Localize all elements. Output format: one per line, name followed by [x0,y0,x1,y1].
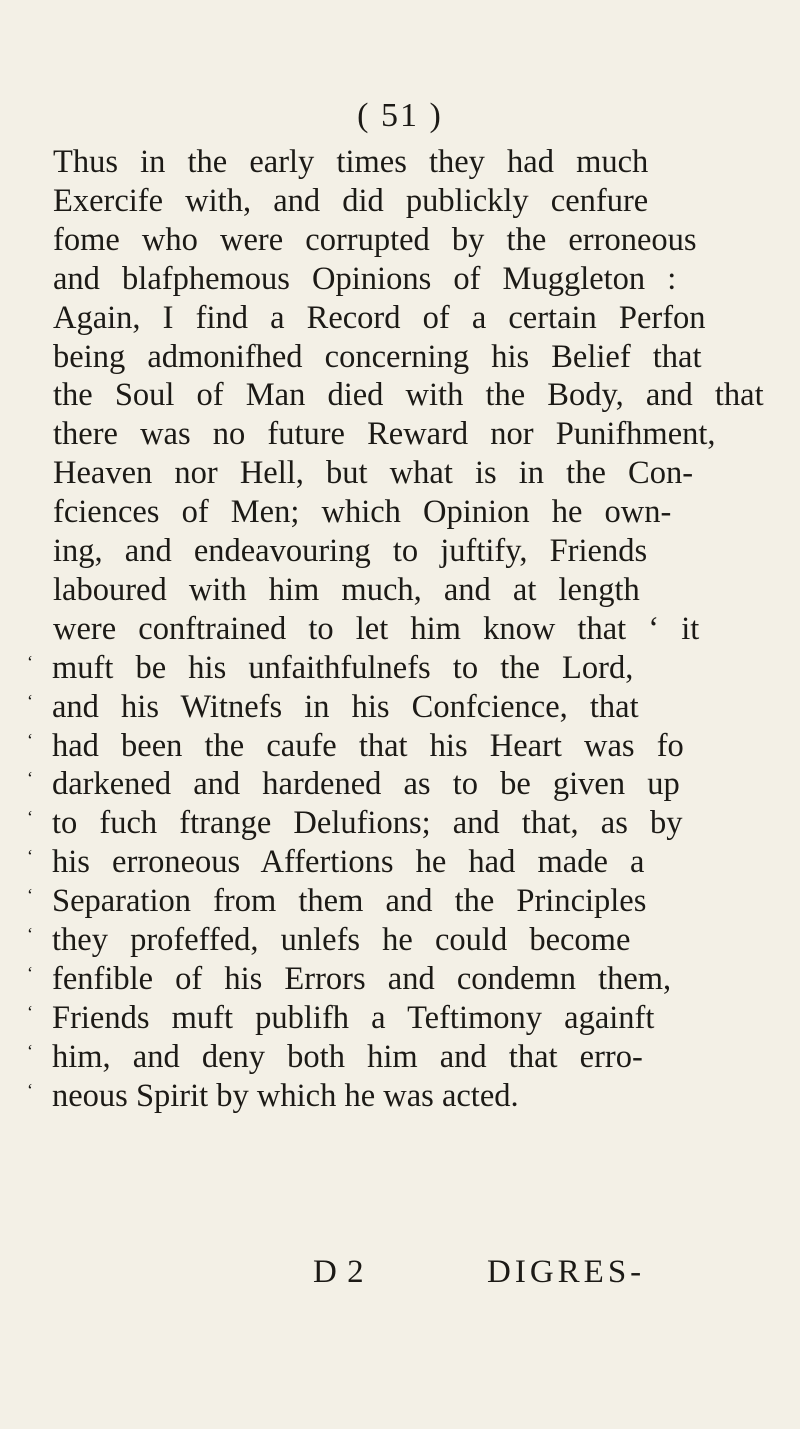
text-line [53,610,783,648]
text-line [53,182,783,220]
line-text: were conftrained to let him know that ‘ it [53,610,700,647]
text-line [27,727,785,765]
page-footer [0,1252,800,1292]
line-text: and his Witnefs in his Confcience, that [52,688,639,725]
line-text: Separation from them and the Principles [52,883,647,920]
line-text: fciences of Men; which Opinion he own- [53,494,672,531]
text-line [53,571,783,609]
text-line [53,415,783,453]
text-line [27,1038,785,1076]
line-text: the Soul of Man died with the Body, and that [53,377,764,414]
text-line [27,921,785,959]
text-line [27,649,785,687]
quotation-mark: ‘ [27,807,33,828]
quotation-mark: ‘ [27,846,33,867]
line-text: ing, and endeavouring to juftify, Friends [53,533,648,569]
line-text: Heaven nor Hell, but what is in the Con- [53,455,694,492]
line-text: laboured with him much, and at length [53,571,640,608]
line-text: Thus in the early times they had much [53,144,649,180]
page-number: ( 51 ) [357,97,443,134]
line-text: fome who were corrupted by the erroneous [53,221,697,258]
line-text: they profeffed, unlefs he could become [52,922,631,958]
catchword: DIGRES- [487,1254,646,1290]
text-line [53,260,783,298]
line-text: and blafphemous Opinions of Muggleton : [53,260,677,297]
line-text: being admonifhed concerning his Belief that [53,338,702,375]
text-line [27,882,785,920]
text-line [27,960,785,998]
text-line [53,338,783,376]
text-line [53,299,783,337]
quotation-mark: ‘ [27,962,33,983]
quotation-mark: ‘ [27,1040,33,1061]
text-line [27,804,785,842]
quotation-mark: ‘ [27,885,33,906]
text-line [27,688,785,726]
line-text: there was no future Reward nor Punifhment, [53,416,716,453]
text-line [27,843,785,881]
text-line [53,454,783,492]
line-text: Again, I find a Record of a certain Perfon [53,299,706,336]
quotation-mark: ‘ [27,690,33,711]
line-text: fenfible of his Errors and condemn them, [52,960,672,997]
quotation-mark: ‘ [27,651,33,672]
quotation-mark: ‘ [27,1079,33,1100]
line-text: darkened and hardened as to be given up [52,766,680,803]
text-line [27,765,785,803]
text-line [53,493,783,531]
text-line [27,999,785,1037]
text-line [53,376,783,414]
line-text: had been the caufe that his Heart was fo [52,727,684,764]
line-text: Exercife with, and did publickly cenfure [53,182,649,219]
line-text: Friends muft publifh a Teftimony againft [52,999,655,1036]
quotation-mark: ‘ [27,924,33,944]
text-line [53,143,783,181]
quotation-mark: ‘ [27,768,33,789]
quotation-mark: ‘ [27,1001,33,1022]
text-line [53,532,783,570]
line-text: his erroneous Affertions he had made a [52,844,645,881]
text-line [27,1077,785,1115]
signature-mark: D 2 [313,1254,365,1290]
text-line [53,221,783,259]
quotation-mark: ‘ [27,729,33,750]
line-text: him, and deny both him and that erro- [52,1038,643,1075]
line-text: neous Spirit by which he was acted. [52,1077,519,1114]
line-text: to fuch ftrange Delufions; and that, as by [52,805,683,842]
line-text: muft be his unfaithfulnefs to the Lord, [52,649,634,686]
